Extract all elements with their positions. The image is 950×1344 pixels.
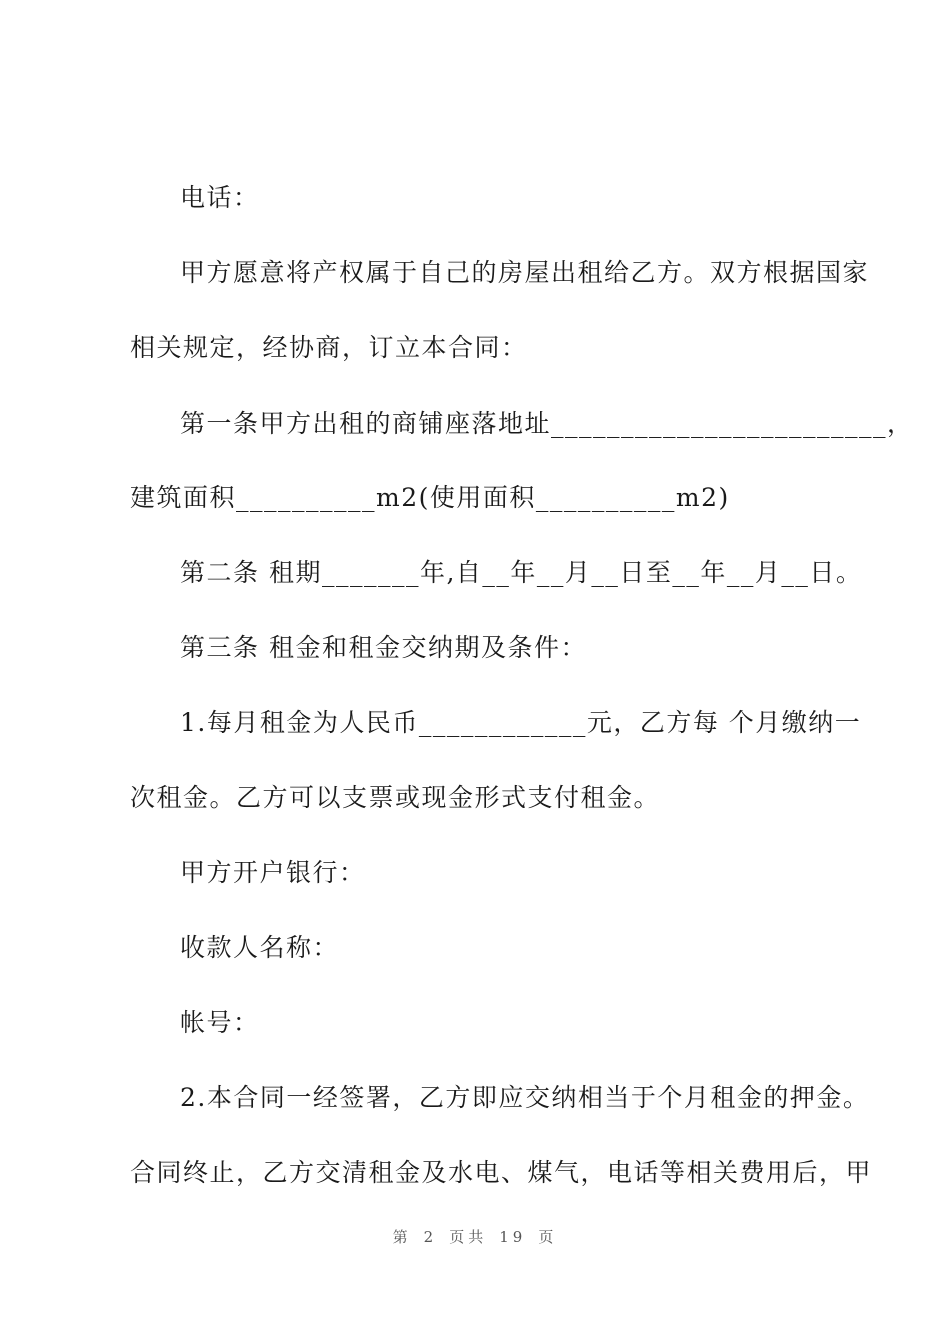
text-line-article-1: 第一条甲方出租的商铺座落地址________________________， [180, 409, 914, 438]
footer-suffix: 页 [538, 1228, 558, 1246]
text-line-account: 帐号： [180, 1008, 260, 1037]
text-line-intro-1: 甲方愿意将产权属于自己的房屋出租给乙方。双方根据国家 [180, 258, 870, 287]
text-line-area: 建筑面积__________m2(使用面积__________m2) [130, 483, 730, 512]
text-line-intro-2: 相关规定，经协商，订立本合同： [130, 333, 528, 362]
text-line-phone: 电话： [180, 183, 260, 212]
footer-total-pages: 19 [499, 1228, 527, 1246]
text-line-article-3: 第三条 租金和租金交纳期及条件： [180, 633, 587, 662]
text-line-rent-2: 次租金。乙方可以支票或现金形式支付租金。 [130, 783, 661, 812]
text-line-deposit-2: 合同终止，乙方交清租金及水电、煤气，电话等相关费用后，甲 [130, 1158, 873, 1187]
footer-middle: 页共 [449, 1228, 488, 1246]
text-line-deposit-1: 2.本合同一经签署，乙方即应交纳相当于个月租金的押金。 [180, 1083, 870, 1112]
text-line-payee: 收款人名称： [180, 933, 340, 962]
footer-prefix: 第 [392, 1228, 412, 1246]
text-line-bank: 甲方开户银行： [180, 858, 366, 887]
text-line-article-2: 第二条 租期_______年,自__年__月__日至__年__月__日。 [180, 558, 863, 587]
text-line-rent-1: 1.每月租金为人民币____________元，乙方每 个月缴纳一 [180, 708, 862, 737]
page-footer [0, 1226, 950, 1247]
footer-current-page: 2 [423, 1228, 438, 1246]
